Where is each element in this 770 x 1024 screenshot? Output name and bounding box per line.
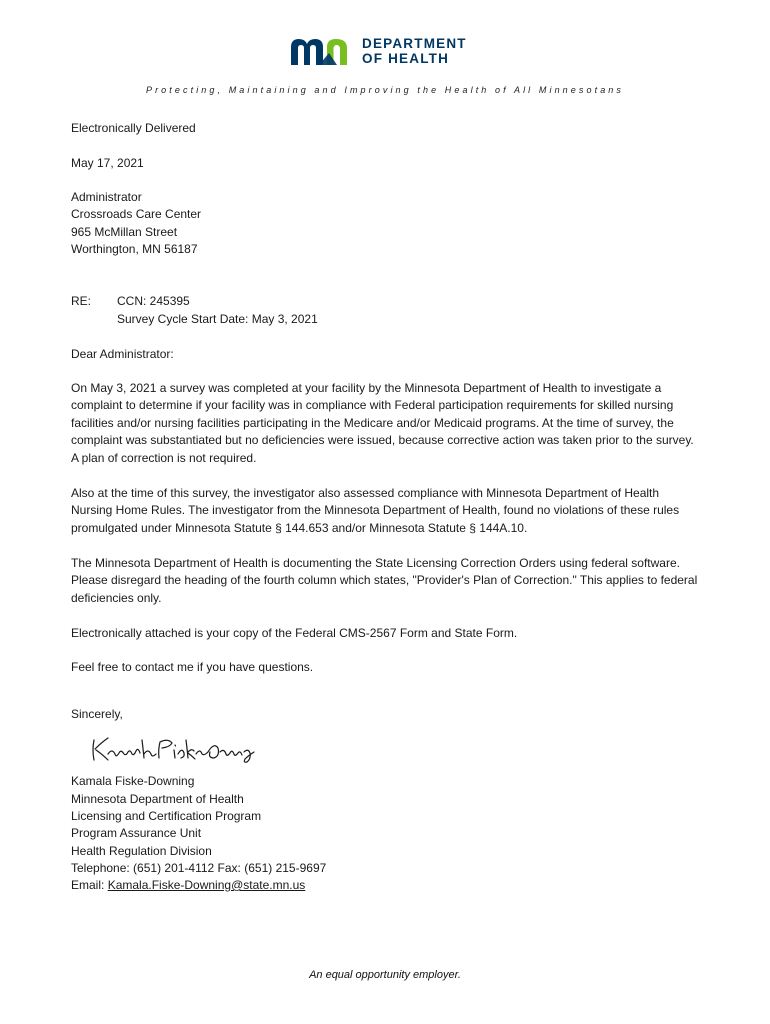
recipient-street: 965 McMillan Street [71, 225, 178, 239]
delivery-note: Electronically Delivered [71, 121, 196, 135]
paragraph-state-rules: Also at the time of this survey, the investigator also assessed compliance with Minnesota Department of Health Nursing Home Rules. The investigator from the Minnesota Department of Health, found no violations of these rules promulgated under Minnesota Statute § 144.653 and/or Minnesota Statute § 144A.10. [71, 486, 680, 535]
sender-email-line [71, 877, 305, 894]
email-label: Email: [71, 878, 108, 892]
tagline: Protecting, Maintaining and Improving the Health of All Minnesotans [145, 85, 625, 95]
sender-organization: Minnesota Department of Health [71, 792, 244, 806]
logo-line-2: OF HEALTH [362, 51, 450, 66]
department-logo [289, 34, 467, 68]
paragraph-contact: Feel free to contact me if you have questions. [71, 660, 314, 674]
recipient-title: Administrator [71, 190, 142, 204]
mn-logo-icon [289, 35, 355, 67]
paragraph-attachment: Electronically attached is your copy of the Federal CMS-2567 Form and State Form. [71, 626, 518, 640]
sender-phone-fax: Telephone: (651) 201-4112 Fax: (651) 215-9697 [71, 861, 327, 875]
sender-division: Health Regulation Division [71, 844, 212, 858]
re-ccn: CCN: 245395 [117, 294, 190, 308]
paragraph-survey: On May 3, 2021 a survey was completed at your facility by the Minnesota Department of Health to investigate a complaint to determine if your facility was in compliance with Federal participation requirements for skilled nursing facilities and/or nursing facilities participating in the Medicare and/or Medicaid programs. At the time of survey, the complaint was substantiated but no deficiencies were issued, because corrective action was taken prior to the survey. A plan of correction is not required. [71, 381, 694, 465]
recipient-facility: Crossroads Care Center [71, 207, 202, 221]
re-label: RE: [71, 294, 92, 308]
handwritten-signature [88, 732, 260, 766]
footer-equal-opportunity: An equal opportunity employer. [309, 969, 461, 981]
sender-unit: Program Assurance Unit [71, 826, 202, 840]
closing: Sincerely, [71, 707, 123, 721]
sender-program: Licensing and Certification Program [71, 809, 262, 823]
recipient-city: Worthington, MN 56187 [71, 242, 198, 256]
paragraph-correction-orders: The Minnesota Department of Health is documenting the State Licensing Correction Orders using federal software. Please disregard the heading of the fourth column which states, "Provider's Plan of Correction." This applies to federal deficiencies only. [71, 556, 698, 605]
logo-line-1: DEPARTMENT [362, 36, 467, 51]
salutation: Dear Administrator: [71, 347, 174, 361]
letter-date: May 17, 2021 [71, 156, 144, 170]
email-link[interactable]: Kamala.Fiske-Downing@state.mn.us [107, 878, 306, 892]
logo-wordmark [362, 36, 467, 66]
re-survey-cycle: Survey Cycle Start Date: May 3, 2021 [117, 312, 318, 326]
sender-name: Kamala Fiske-Downing [71, 774, 195, 788]
